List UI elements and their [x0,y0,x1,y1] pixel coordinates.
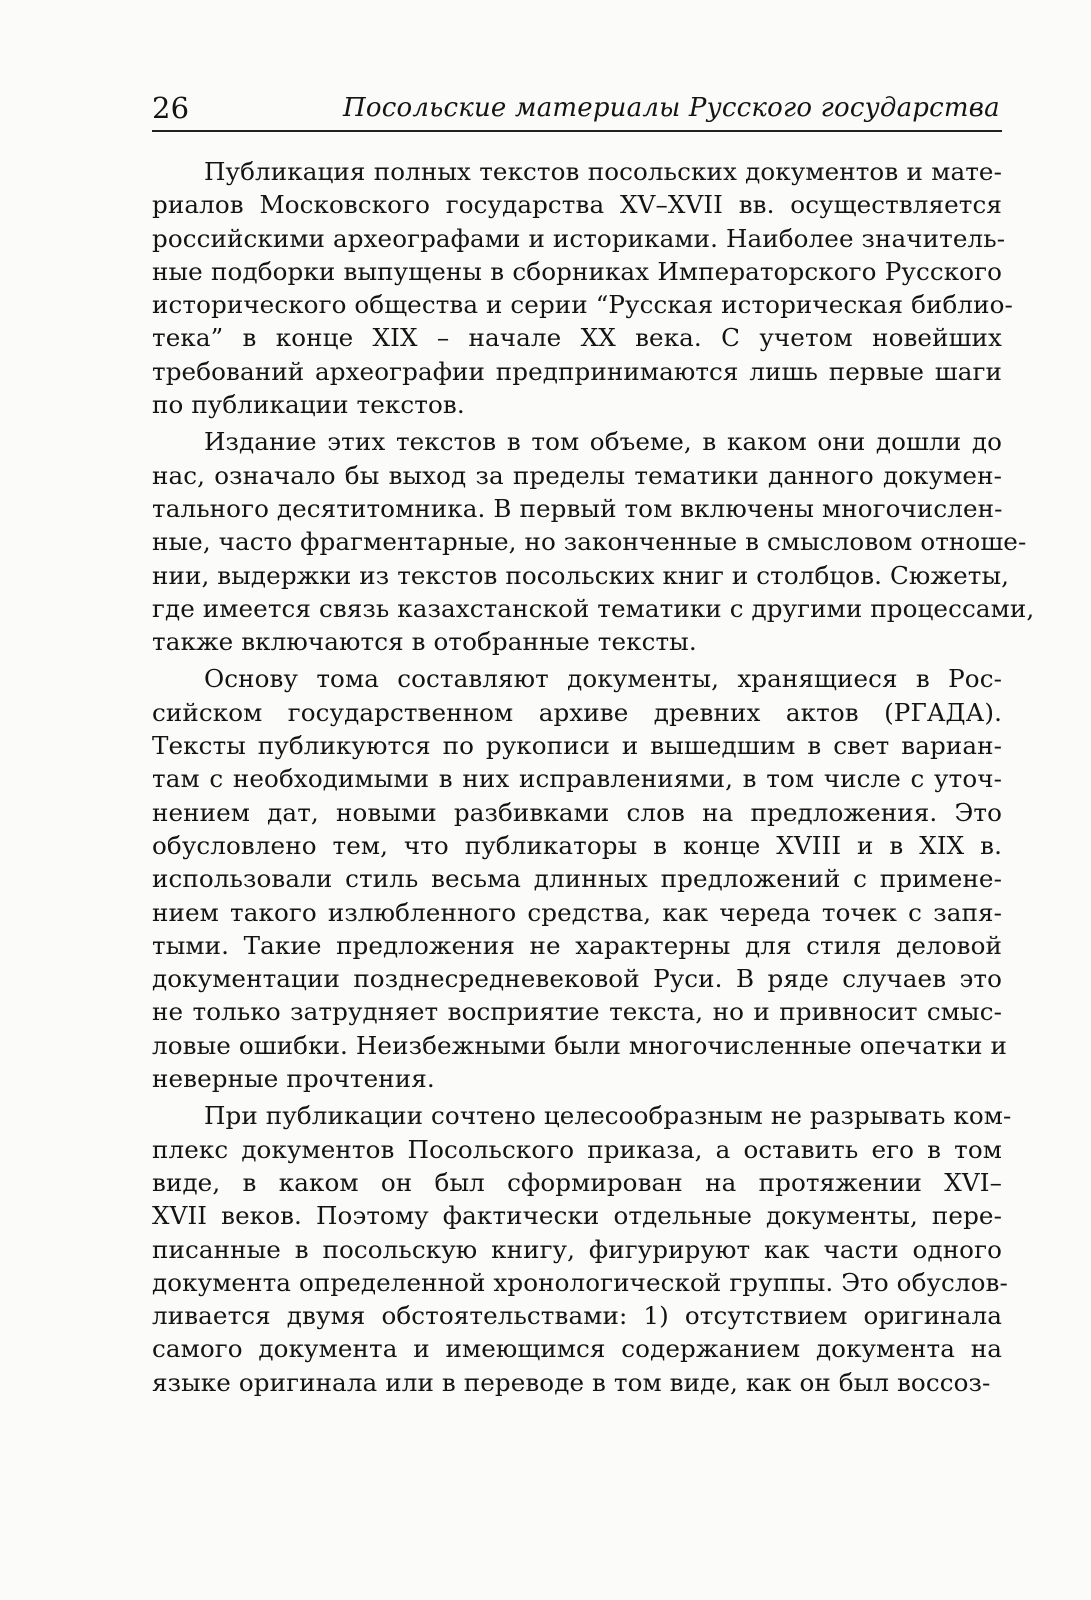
text-line: российскими археографами и историками. Наиболее значитель- [152,223,1006,253]
text-line: риалов Московского государства XV–XVII вв. осуществляется [152,190,1002,220]
text-line: обусловлено тем, что публикаторы в конце XVIII и в XIX в. [152,830,1002,860]
text-line: ные, часто фрагментарные, но законченные в смысловом отноше- [152,527,1027,557]
text-line: писанные в посольскую книгу, фигурируют как части одного [152,1234,1002,1264]
text-line: нием такого излюбленного средства, как череда точек с запя- [152,897,1002,927]
text-line: по публикации текстов. [152,390,465,420]
paragraph [152,1099,1012,1399]
text-line: тыми. Такие предложения не характерны для стиля деловой [152,930,1002,960]
text-line: нии, выдержки из текстов посольских книг и столбцов. Сюжеты, [152,560,1010,590]
text-line: документа определенной хронологической группы. Это обуслов- [152,1267,1008,1297]
text-line: ные подборки выпущены в сборниках Императорского Русского [152,256,1002,286]
text-line: самого документа и имеющимся содержанием документа на [152,1334,1002,1364]
running-title: Посольские материалы Русского государства [343,93,1000,123]
text-line: нением дат, новыми разбивками слов на предложения. Это [152,797,1002,827]
text-line: При публикации сочтено целесообразным не разрывать ком- [204,1101,1012,1131]
text-line: виде, в каком он был сформирован на протяжении XVI– [152,1167,1002,1197]
text-line: тека” в конце XIX – начале XX века. С учетом новейших [152,323,1002,353]
paragraph [152,662,1008,1095]
text-line: Издание этих текстов в том объеме, в каком они дошли до [204,427,1002,457]
text-line: сийском государственном архиве древних актов (РГАДА). [152,697,1002,727]
text-line: ловые ошибки. Неизбежными были многочисленные опечатки и [152,1030,1008,1060]
text-line: там с необходимыми в них исправлениями, в том числе с уточ- [152,764,1002,794]
running-header [152,90,1002,132]
text-line: использовали стиль весьма длинных предложений с примене- [152,864,1002,894]
text-line: не только затрудняет восприятие текста, но и привносит смыс- [152,997,1002,1027]
paragraph [152,425,1035,658]
text-line: требований археографии предпринимаются лишь первые шаги [152,356,1002,386]
text-line: исторического общества и серии “Русская историческая библио- [152,290,1013,320]
text-line: также включаются в отобранные тексты. [152,627,697,657]
text-line: XVII веков. Поэтому фактически отдельные документы, пере- [152,1201,1002,1231]
text-line: Основу тома составляют документы, хранящиеся в Рос- [204,664,1002,694]
text-line: тального десятитомника. В первый том включены многочислен- [152,493,1003,523]
text-line: языке оригинала или в переводе в том виде, как он был воссоз- [152,1367,991,1397]
text-line: Публикация полных текстов посольских документов и мате- [204,157,1002,186]
text-line: документации позднесредневековой Руси. В ряде случаев это [152,964,1002,994]
text-line: плекс документов Посольского приказа, а оставить его в том [152,1134,1002,1164]
body-text [152,155,1035,1399]
text-line: нас, означало бы выход за пределы тематики данного докумен- [152,460,1002,490]
text-line: где имеется связь казахстанской тематики с другими процессами, [152,593,1035,623]
paragraph [152,155,1013,421]
text-line: Тексты публикуются по рукописи и вышедшим в свет вариан- [152,731,1002,761]
page-number: 26 [152,91,190,125]
text-line: ливается двумя обстоятельствами: 1) отсутствием оригинала [152,1301,1002,1331]
text-line: неверные прочтения. [152,1064,435,1094]
